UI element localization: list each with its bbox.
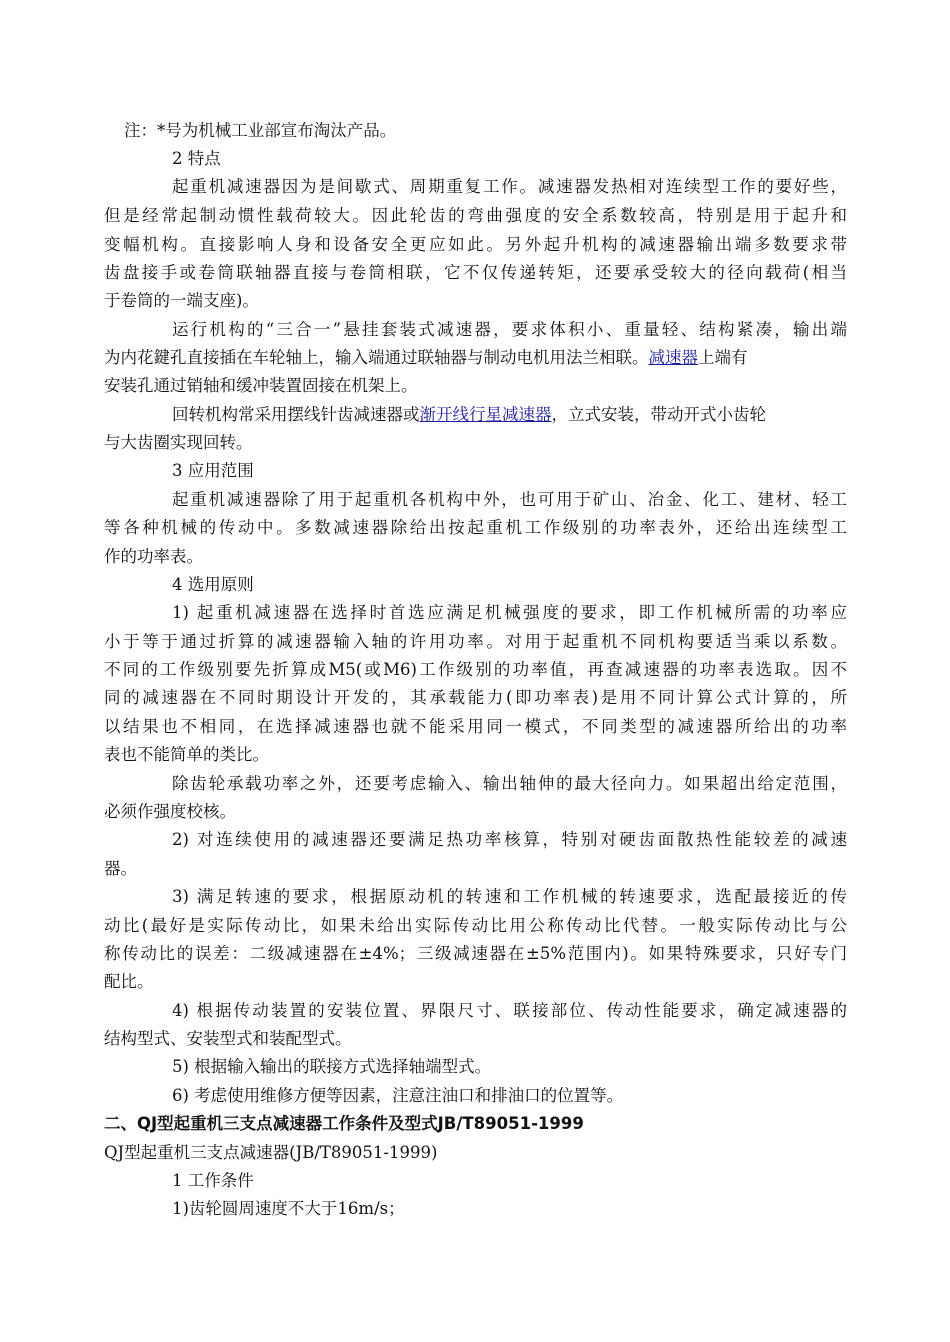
paragraph-line: 不同的工作级别要先折算成M5(或M6)工作级别的功率值，再查减速器的功率表选取。因不 (104, 660, 847, 679)
section-title-conditions: 1 工作条件 (172, 1171, 254, 1190)
section-title-application: 3 应用范围 (172, 461, 254, 480)
note-line: 注：*号为机械工业部宣布淘汰产品。 (124, 121, 397, 140)
paragraph-line: 起重机减速器因为是间歇式、周期重复工作。减速器发热相对连续型工作的要好些， (172, 177, 847, 196)
paragraph-line: 结构型式、安装型式和装配型式。 (104, 1029, 352, 1048)
paragraph-line: 小于等于通过折算的减速器输入轴的许用功率。对用于起重机不同机构要适当乘以系数。 (104, 632, 847, 651)
paragraph-line: 配比。 (104, 972, 154, 991)
paragraph-line: 变幅机构。直接影响人身和设备安全更应如此。另外起升机构的减速器输出端多数要求带 (104, 235, 847, 254)
paragraph-line: 动比(最好是实际传动比，如果未给出实际传动比用公称传动比代替。一般实际传动比与公 (104, 916, 847, 935)
section-title-selection: 4 选用原则 (172, 575, 254, 594)
section-subtitle: QJ型起重机三支点减速器(JB/T89051-1999) (104, 1143, 438, 1162)
paragraph-line: 4) 根据传动装置的安装位置、界限尺寸、联接部位、传动性能要求，确定减速器的 (172, 1001, 847, 1020)
paragraph-line: 器。 (104, 859, 137, 878)
paragraph-line: 等各种机械的传动中。多数减速器除给出按起重机工作级别的功率表外，还给出连续型工 (104, 518, 847, 537)
paragraph-line: 齿盘接手或卷筒联轴器直接与卷筒相联，它不仅传递转矩，还要承受较大的径向载荷(相当 (104, 263, 847, 282)
paragraph-text: ，立式安装，带动开式小齿轮 (551, 405, 766, 424)
paragraph-line: 5) 根据输入输出的联接方式选择轴端型式。 (172, 1057, 492, 1076)
paragraph-line: 除齿轮承载功率之外，还要考虑输入、输出轴伸的最大径向力。如果超出给定范围， (172, 774, 847, 793)
paragraph-line: 必须作强度校核。 (104, 802, 236, 821)
paragraph-line: 1) 起重机减速器在选择时首选应满足机械强度的要求，即工作机械所需的功率应 (172, 603, 847, 622)
condition-item: 1)齿轮圆周速度不大于16m/s； (172, 1199, 405, 1218)
paragraph-line: 安装孔通过销轴和缓冲装置固接在机架上。 (104, 376, 418, 395)
paragraph-line: 6) 考虑使用维修方便等因素，注意注油口和排油口的位置等。 (172, 1086, 624, 1105)
paragraph-line-with-link (104, 347, 748, 371)
paragraph-line: 3) 满足转速的要求，根据原动机的转速和工作机械的转速要求，选配最接近的传 (172, 887, 847, 906)
paragraph-line: 但是经常起制动惯性载荷较大。因此轮齿的弯曲强度的安全系数较高，特别是用于起升和 (104, 206, 847, 225)
paragraph-text: 回转机构常采用摆线针齿减速器或 (172, 405, 420, 424)
paragraph-line: 以结果也不相同，在选择减速器也就不能采用同一模式，不同类型的减速器所给出的功率 (104, 717, 847, 736)
paragraph-line: 作的功率表。 (104, 547, 203, 566)
paragraph-line: 同的减速器在不同时期设计开发的，其承载能力(即功率表)是用不同计算公式计算的，所 (104, 688, 847, 707)
paragraph-line: 称传动比的误差：二级减速器在±4%；三级减速器在±5%范围内)。如果特殊要求，只好专门 (104, 944, 847, 963)
paragraph-line-with-link (172, 404, 766, 428)
paragraph-line: 与大齿圈实现回转。 (104, 433, 253, 452)
section-title-features: 2 特点 (172, 149, 221, 168)
link-involute-planetary-reducer[interactable]: 渐开线行星减速器 (419, 405, 552, 424)
paragraph-text: 为内花鍵孔直接插在车轮轴上，输入端通过联轴器与制动电机用法兰相联。 (104, 348, 649, 367)
section-heading: 二、QJ型起重机三支点减速器工作条件及型式JB/T89051-1999 (104, 1114, 584, 1133)
paragraph-line: 2) 对连续使用的减速器还要满足热功率核算，特别对硬齿面散热性能较差的减速 (172, 830, 847, 849)
paragraph-line: 运行机构的“三合一”悬挂套装式减速器，要求体积小、重量轻、结构紧凑，输出端 (172, 320, 847, 339)
paragraph-line: 起重机减速器除了用于起重机各机构中外，也可用于矿山、冶金、化工、建材、轻工 (172, 490, 847, 509)
paragraph-line: 于卷筒的一端支座)。 (104, 291, 259, 310)
paragraph-line: 表也不能简单的类比。 (104, 745, 269, 764)
link-reducer[interactable]: 减速器 (648, 348, 698, 367)
paragraph-text: 上端有 (698, 348, 748, 367)
